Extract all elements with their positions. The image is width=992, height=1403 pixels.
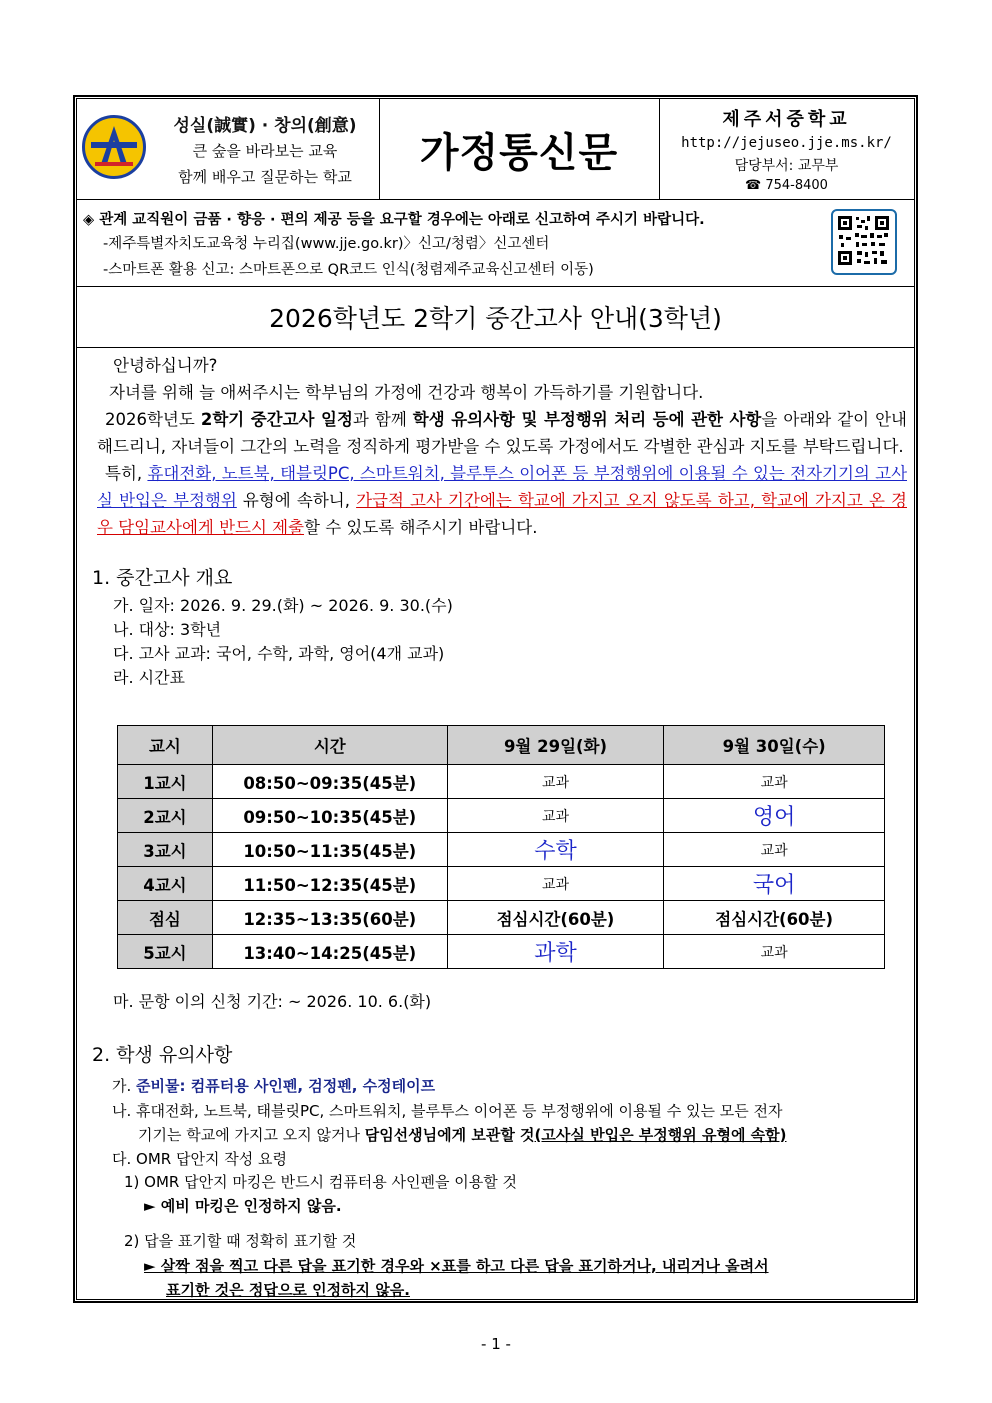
devices-cheating-note: (고사실 반입은 부정행위 유형에 속함) [534,1126,787,1144]
newsletter-title: 가정통신문 [419,129,619,176]
section1-target: 나. 대상: 3학년 [113,620,222,639]
day2-cell: 교과 [664,833,885,867]
p3-text-e: 을 아래와 같이 안내해드리니, 자녀들이 그간의 노력을 정직하게 평가받을 수 있도록 가정에서도 각별한 관심과 지도를 부탁드립니다. [97,410,907,456]
time-cell: 08:50~09:35(45분) [212,765,447,799]
section1-date: 가. 일자: 2026. 9. 29.(화) ~ 2026. 9. 30.(수) [113,596,453,615]
p3-bold-notes: 학생 유의사항 및 부정행위 처리 등에 관한 사항 [412,410,762,429]
notice-line1: ◈ 관계 교직원이 금품 · 향응 · 편의 제공 등을 요구할 경우에는 아래로 신고하여 주시기 바랍니다. [83,212,705,228]
time-cell: 11:50~12:35(45분) [212,867,447,901]
day1-cell: 교과 [447,765,664,799]
header-period: 교시 [118,726,213,765]
phone: ☎ 754-8400 [745,178,828,193]
period-cell: 3교시 [118,833,213,867]
devices-text-a: 기기는 학교에 가지고 오지 않거나 [138,1126,365,1144]
motto-line1: 성실(誠實) · 창의(創意) [173,116,357,136]
table-row [118,765,885,799]
page-number: - 1 - [481,1335,511,1353]
day1-cell: 과학 [447,935,664,969]
section2-omr-title: 다. OMR 답안지 작성 요령 [112,1150,287,1168]
header-day2: 9월 30일(수) [664,726,885,765]
school-motto-box [77,99,380,199]
document-title: 2026학년도 2학기 중간고사 안내(3학년) [269,304,722,333]
supplies-text: 준비물: 컴퓨터용 사인펜, 검정펜, 수정테이프 [136,1077,436,1095]
day1-cell: 점심시간(60분) [447,901,664,935]
school-url[interactable]: http://jejuseo.jje.ms.kr/ [681,135,892,151]
section1-title: 1. 중간고사 개요 [92,567,233,589]
table-row [118,867,885,901]
p4-submit-warning: 가급적 고사 기간에는 학교에 가지고 오지 않도록 하고, 학교에 가지고 온 경우 담임교사에게 반드시 제출 [97,491,907,537]
p4-text-c: 유형에 속하니, [236,491,357,510]
intro-paragraph3 [97,460,907,541]
day1-cell: 교과 [447,799,664,833]
qr-code-icon[interactable] [831,209,897,275]
section2-devices-line1: 나. 휴대전화, 노트북, 태블릿PC, 스마트워치, 블루투스 이어폰 등 부정행위에 이용될 수 있는 모든 전자 [112,1102,783,1120]
section1-subjects: 다. 고사 교과: 국어, 수학, 과학, 영어(4개 교과) [113,644,445,663]
letter-header [77,99,914,200]
p3-text-a: 2026학년도 [105,410,201,429]
supplies-prefix: 가. [112,1077,137,1095]
intro-paragraph1: 자녀를 위해 늘 애써주시는 학부님의 가정에 건강과 행복이 가득하기를 기원합니다. [109,383,704,402]
intro-paragraph2 [97,406,907,460]
time-cell: 09:50~10:35(45분) [212,799,447,833]
notice-line3: -스마트폰 활용 신고: 스마트폰으로 QR코드 인식(청렴제주교육신고센터 이동) [103,262,594,278]
school-logo-icon [82,115,146,179]
school-info-box [659,99,914,199]
devices-keep-with-teacher: 담임선생님에게 보관할 것 [364,1126,535,1144]
p4-devices-warning: 휴대전화, 노트북, 태블릿PC, 스마트워치, 블루투스 이어폰 등 부정행위에 이용될 수 있는 전자기기의 고사실 반입은 부정행위 [97,464,908,510]
document-title-row [77,287,914,348]
section2-devices-line2 [138,1124,787,1145]
table-row [118,901,885,935]
p4-text-a: 특히, [105,464,148,483]
time-cell: 10:50~11:35(45분) [212,833,447,867]
table-row [118,935,885,969]
integrity-notice [77,200,914,287]
omr-rule1-note: ► 예비 마킹은 인정하지 않음. [144,1197,342,1215]
header-time: 시간 [212,726,447,765]
day2-cell: 교과 [664,935,885,969]
department: 담당부서: 교무부 [734,158,839,174]
omr-rule1: 1) OMR 답안지 마킹은 반드시 컴퓨터용 사인펜을 이용할 것 [124,1173,518,1191]
day1-cell: 교과 [447,867,664,901]
section1-timetable-label: 라. 시간표 [113,668,185,687]
period-cell: 1교시 [118,765,213,799]
p4-text-e: 할 수 있도록 해주시기 바랍니다. [304,518,538,537]
section2-supplies [112,1075,435,1096]
day2-cell: 영어 [664,799,885,833]
p3-text-c: 과 함께 [352,410,413,429]
header-day1: 9월 29일(화) [447,726,664,765]
title-box [379,99,660,199]
omr-rule2: 2) 답을 표기할 때 정확히 표기할 것 [124,1232,357,1250]
timetable-header-row [118,726,885,765]
time-cell: 13:40~14:25(45분) [212,935,447,969]
day1-cell: 수학 [447,833,664,867]
greeting: 안녕하십니까? [113,356,218,375]
period-cell: 4교시 [118,867,213,901]
letter-body [92,352,908,690]
period-cell: 2교시 [118,799,213,833]
exam-timetable [117,725,885,969]
omr-rule2-note-line1: ► 살짝 점을 찍고 다른 답을 표기한 경우와 ×표를 하고 다른 답을 표기하거나, 내리거나 올려서 [144,1257,769,1275]
notice-line2: -제주특별자치도교육청 누리집(www.jje.go.kr)〉신고/청렴〉신고센터 [103,236,550,252]
day2-cell: 점심시간(60분) [664,901,885,935]
table-row [118,799,885,833]
section2-title: 2. 학생 유의사항 [92,1044,233,1066]
period-cell: 5교시 [118,935,213,969]
motto-line2: 큰 숲을 바라보는 교육 [192,142,338,160]
time-cell: 12:35~13:35(60분) [212,901,447,935]
omr-rule2-note-line2: 표기한 것은 정답으로 인정하지 않음. [166,1281,410,1299]
period-cell: 점심 [118,901,213,935]
motto-line3: 함께 배우고 질문하는 학교 [178,168,352,186]
table-row [118,833,885,867]
p3-bold-schedule: 2학기 중간고사 일정 [200,410,353,429]
day2-cell: 교과 [664,765,885,799]
school-name: 제주서중학교 [722,109,851,130]
day2-cell: 국어 [664,867,885,901]
objection-period: 마. 문항 이의 신청 기간: ~ 2026. 10. 6.(화) [113,992,432,1011]
